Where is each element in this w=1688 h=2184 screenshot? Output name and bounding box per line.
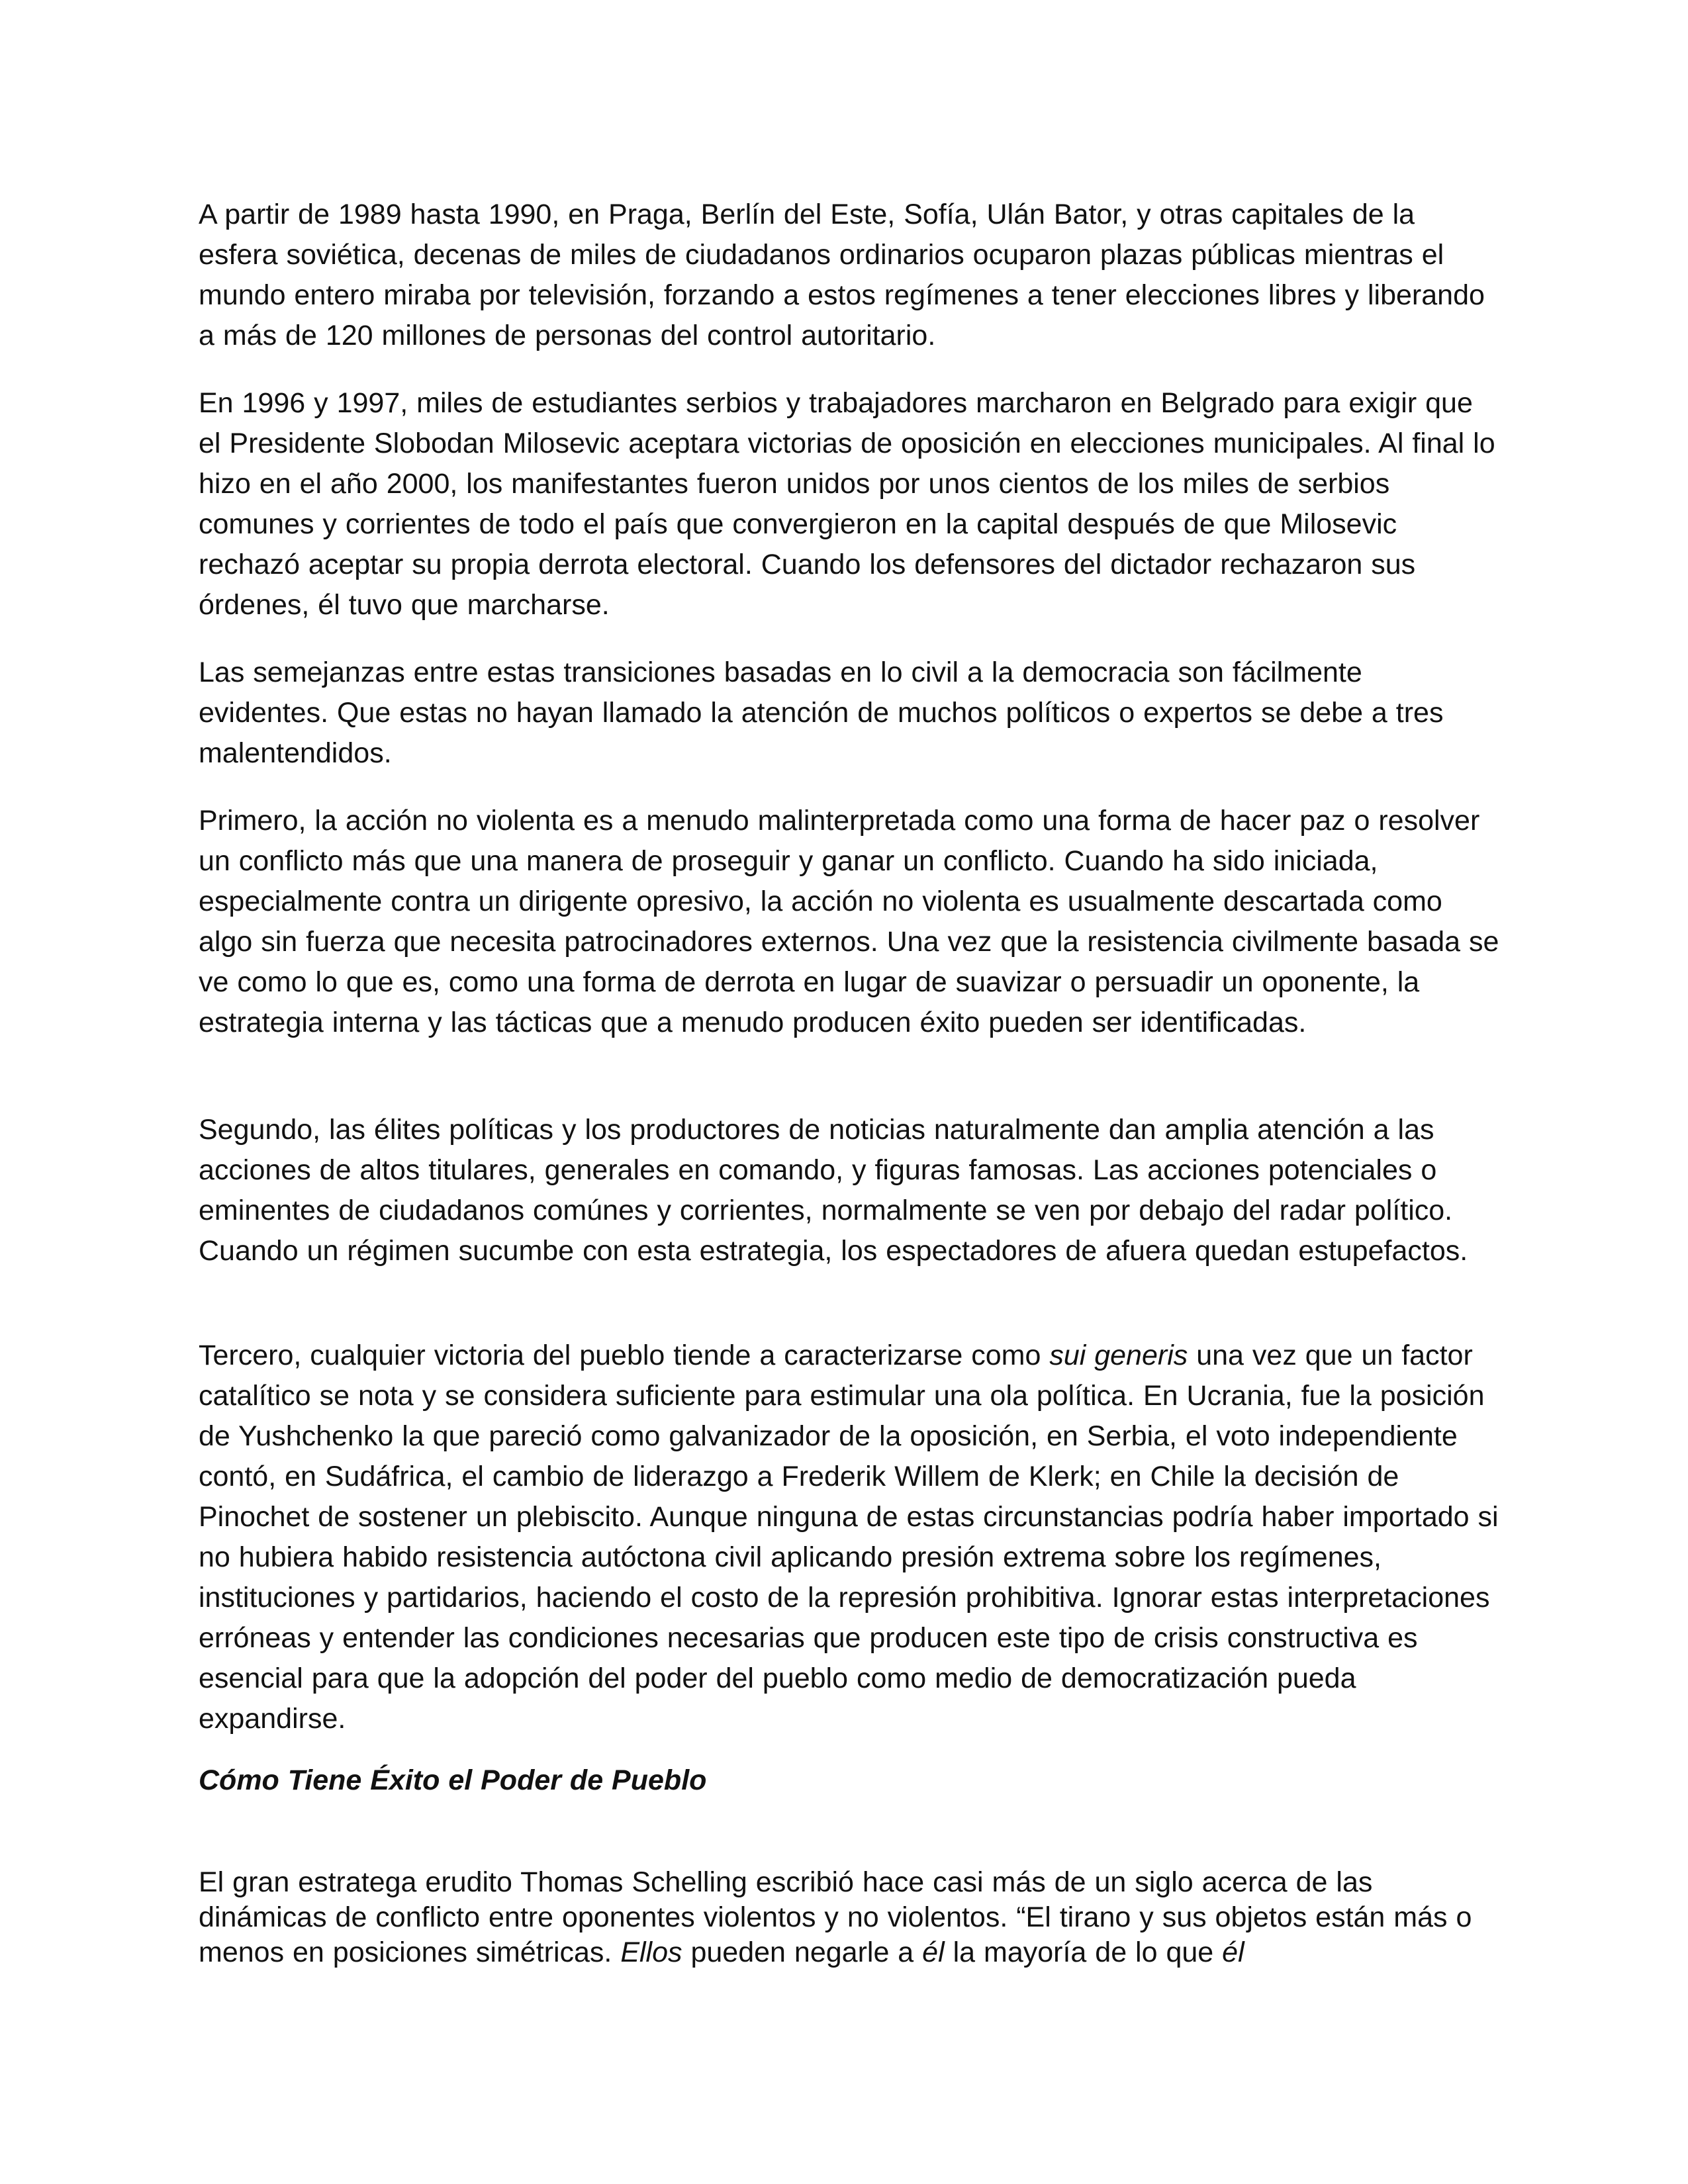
paragraph-7-italic-ellos: Ellos (620, 1936, 682, 1968)
paragraph-2: En 1996 y 1997, miles de estudiantes serbios y trabajadores marcharon en Belgrado para exigir que el Presidente Slobodan Milosevic aceptara victorias de oposición en elecciones municipales. Al final lo hizo en el año 2000, los manifestantes fueron unidos por unos cientos de los miles de serbios comunes y corrientes de todo el país que convergieron en la capital después de que Milosevic rechazó aceptar su propia derrota electoral. Cuando los defensores del dictador rechazaron sus órdenes, él tuvo que marcharse. (199, 387, 1495, 621)
paragraph-3: Las semejanzas entre estas transiciones basadas en lo civil a la democracia son fácilmente evidentes. Que estas no hayan llamado la atención de muchos políticos o expertos se debe a tres malentendidos. (199, 657, 1444, 769)
paragraph-7-italic-el-2: él (1222, 1936, 1244, 1968)
paragraph-5: Segundo, las élites políticas y los productores de noticias naturalmente dan amplia atención a las acciones de altos titulares, generales en comando, y figuras famosas. Las acciones potenciales o eminentes de ciudadanos comúnes y corrientes, normalmente se ven por debajo del radar político. Cuando un régimen sucumbe con esta estrategia, los espectadores de afuera quedan estupefactos. (199, 1114, 1468, 1267)
paragraph-1: A partir de 1989 hasta 1990, en Praga, Berlín del Este, Sofía, Ulán Bator, y otras capitales de la esfera soviética, decenas de miles de ciudadanos ordinarios ocuparon plazas públicas mientras el mundo entero miraba por televisión, forzando a estos regímenes a tener elecciones libres y liberando a más de 120 millones de personas del control autoritario. (199, 199, 1485, 351)
paragraph-7 (199, 1865, 1499, 1970)
paragraph-7-text-2: pueden negarle a (682, 1936, 923, 1968)
paragraph-6-text-2: una vez que un factor catalítico se nota y se considera suficiente para estimular una ola política. En Ucrania, fue la posición de Yushchenko la que pareció como galvanizador de la oposición, en Serbia, el voto independiente contó, en Sudáfrica, el cambio de liderazgo a Frederik Willem de Klerk; en Chile la decisión de Pinochet de sostener un plebiscito. Aunque ninguna de estas circunstancias podría haber importado si no hubiera habido resistencia autóctona civil aplicando presión extrema sobre los regímenes, instituciones y partidarios, haciendo el costo de la represión prohibitiva. Ignorar estas interpretaciones erróneas y entender las condiciones necesarias que producen este tipo de crisis constructiva es esencial para que la adopción del poder del pueblo como medio de democratización pueda expandirse. (199, 1340, 1499, 1735)
paragraph-6-text-1: Tercero, cualquier victoria del pueblo tiende a caracterizarse como (199, 1340, 1050, 1371)
paragraph-7-italic-el-1: él (922, 1936, 945, 1968)
paragraph-7-text-1: El gran estratega erudito Thomas Schelling escribió hace casi más de un siglo acerca de las dinámicas de conflicto entre oponentes violentos y no violentos. “El tirano y sus objetos están más o menos en posiciones simétricas. (199, 1866, 1472, 1968)
paragraph-7-text-3: la mayoría de lo que (944, 1936, 1223, 1968)
paragraph-6 (199, 1336, 1499, 1739)
section-heading: Cómo Tiene Éxito el Poder de Pueblo (199, 1764, 707, 1796)
paragraph-6-italic-sui-generis: sui generis (1049, 1340, 1188, 1371)
paragraph-4: Primero, la acción no violenta es a menudo malinterpretada como una forma de hacer paz o resolver un conflicto más que una manera de proseguir y ganar un conflicto. Cuando ha sido iniciada, especialmente contra un dirigente opresivo, la acción no violenta es usualmente descartada como algo sin fuerza que necesita patrocinadores externos. Una vez que la resistencia civilmente basada se ve como lo que es, como una forma de derrota en lugar de suavizar o persuadir un oponente, la estrategia interna y las tácticas que a menudo producen éxito pueden ser identificadas. (199, 805, 1499, 1038)
